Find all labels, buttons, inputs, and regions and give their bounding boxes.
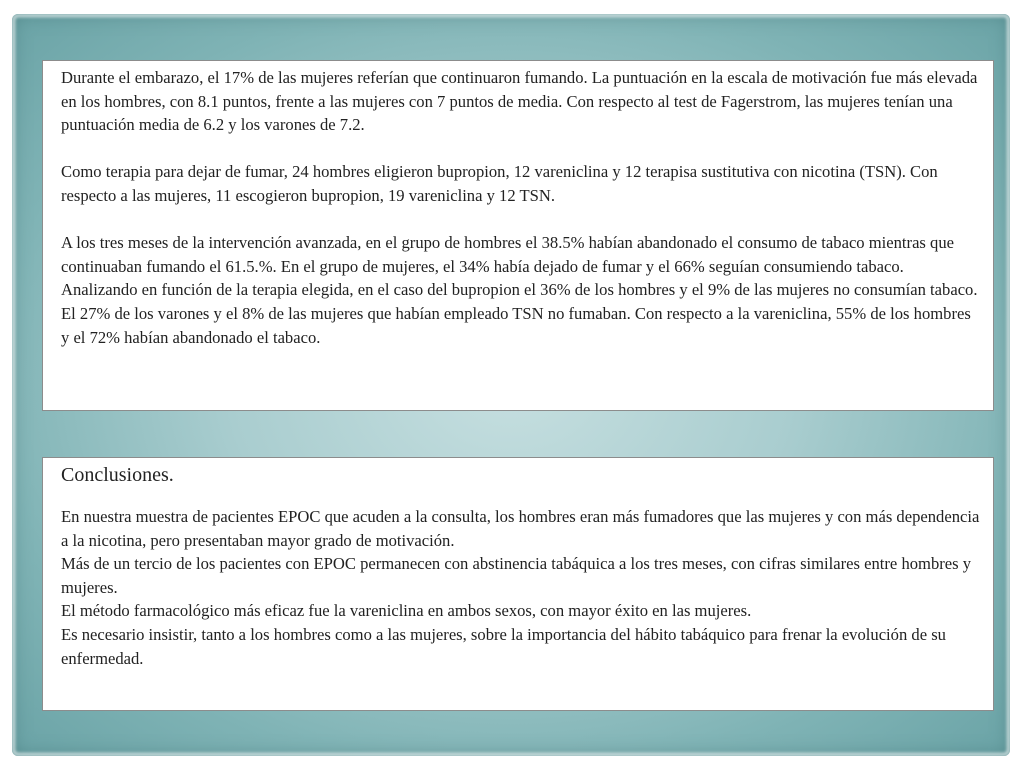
- conclusion-item: Es necesario insistir, tanto a los hombres como a las mujeres, sobre la importancia del hábito tabáquico para frenar la evolución de su enfermedad.: [61, 624, 946, 668]
- conclusion-item: En nuestra muestra de pacientes EPOC que acuden a la consulta, los hombres eran más fumadores que las mujeres y con más dependencia a la nicotina, pero presentaban mayor grado de motivación.: [61, 507, 980, 550]
- conclusion-item: Más de un tercio de los pacientes con EPOC permanecen con abstinencia tabáquica a los tres meses, con cifras similares entre hombres y mujeres.: [61, 554, 972, 597]
- conclusions-title: Conclusiones.: [61, 464, 174, 486]
- slide-frame: [12, 14, 1010, 756]
- conclusion-item: El método farmacológico más eficaz fue la vareniclina en ambos sexos, con mayor éxito en las mujeres.: [61, 601, 752, 621]
- results-text-box: [42, 60, 994, 411]
- results-paragraph-outcomes: A los tres meses de la intervención avanzada, en el grupo de hombres el 38.5% habían abandonado el consumo de tabaco mientras que continuaban fumando el 61.5.%. En el grupo de mujeres, el 34% había dejado de fumar y el 66% seguían consumiendo tabaco. Analizando en función de la terapia elegida, en el caso del bupropion el 36% de los hombres y el 9% de las mujeres no consumían tabaco. El 27% de los varones y el 8% de las mujeres que habían empleado TSN no fumaban. Con respecto a la vareniclina, 55% de los hombres y el 72% habían abandonado el tabaco.: [61, 233, 978, 347]
- results-paragraph-therapy: Como terapia para dejar de fumar, 24 hombres eligieron bupropion, 12 vareniclina y 12 terapisa sustitutiva con nicotina (TSN). Con respecto a las mujeres, 11 escogieron bupropion, 19 vareniclina y 12 TSN.: [61, 162, 938, 205]
- results-paragraph-pregnancy: Durante el embarazo, el 17% de las mujeres referían que continuaron fumando. La puntuación en la escala de motivación fue más elevada en los hombres, con 8.1 puntos, frente a las mujeres con 7 puntos de media. Con respecto al test de Fagerstrom, las mujeres tenían una puntuación media de 6.2 y los varones de 7.2.: [61, 68, 978, 135]
- conclusions-text-box: [42, 457, 994, 711]
